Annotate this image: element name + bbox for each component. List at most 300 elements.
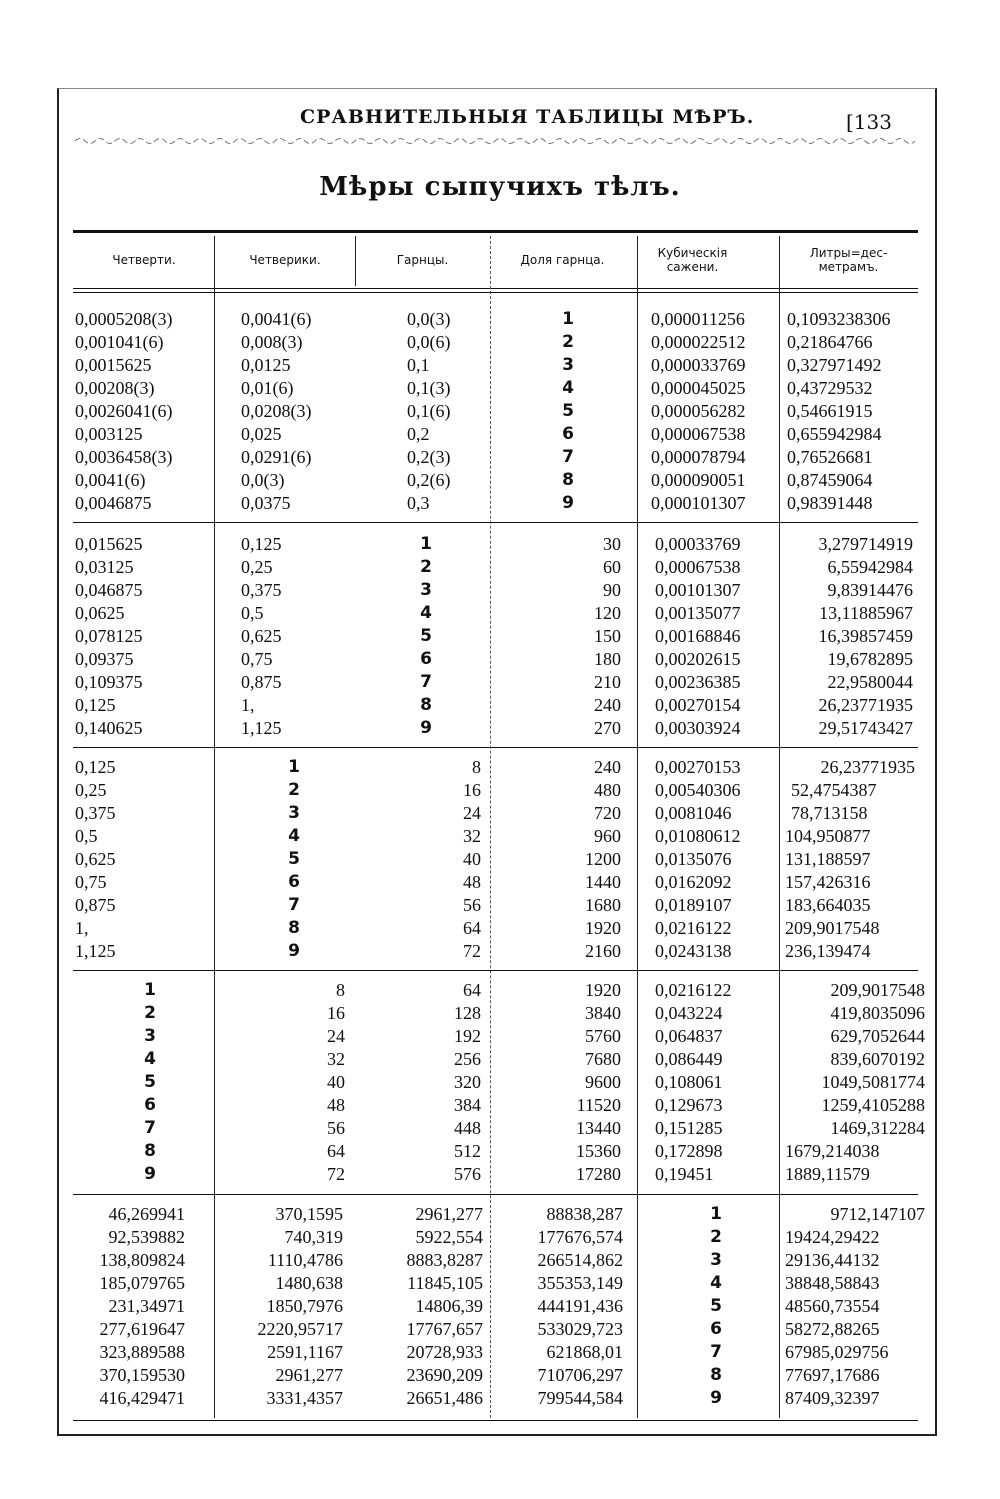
table-cell: 0,00202615 — [655, 649, 741, 669]
table-cell: 277,619647 — [99, 1319, 185, 1339]
table-cell: 0,875 — [241, 672, 282, 692]
table-cell: 1200 — [585, 849, 621, 869]
table-cell: 0,125 — [241, 534, 282, 554]
table-cell: 20728,933 — [406, 1342, 483, 1362]
table-cell: 0,108061 — [655, 1072, 723, 1092]
table-cell: 0,000067538 — [651, 424, 746, 444]
table-cell: 88838,287 — [546, 1204, 623, 1224]
table-cell: 256 — [454, 1049, 481, 1069]
table-cell: 0,0046875 — [75, 493, 152, 513]
table-cell: 72 — [463, 941, 481, 961]
table-cell: 0,0243138 — [655, 941, 732, 961]
table-cell: 0,008(3) — [241, 332, 303, 352]
table-cell: 0,00067538 — [655, 557, 741, 577]
table-cell: 0,00135077 — [655, 603, 741, 623]
table-cell: 0,655942984 — [787, 424, 882, 444]
table-cell: 0,625 — [241, 626, 282, 646]
table-cell: 5922,554 — [415, 1227, 483, 1247]
table-cell: 0,43729532 — [787, 378, 873, 398]
table-cell: 0,0036458(3) — [75, 447, 173, 467]
table-cell: 0,0135076 — [655, 849, 732, 869]
table-cell: 533029,723 — [537, 1319, 623, 1339]
table-cell: 6 — [288, 872, 300, 892]
table-cell: 19424,29422 — [785, 1227, 880, 1247]
table-cell: 30 — [603, 534, 621, 554]
table-cell: 8 — [562, 470, 574, 490]
table-cell: 1680 — [585, 895, 621, 915]
table-cell: 29,51743427 — [818, 718, 913, 738]
table-cell: 128 — [454, 1003, 481, 1023]
table-cell: 56 — [327, 1118, 345, 1138]
column-header-kubicheskiya-sazheni: Кубическія сажени. — [657, 246, 728, 274]
table-cell: 7 — [144, 1118, 156, 1138]
table-cell: 22,9580044 — [827, 672, 913, 692]
table-cell: 150 — [594, 626, 621, 646]
table-cell: 0,064837 — [655, 1026, 723, 1046]
table-cell: 710706,297 — [537, 1365, 623, 1385]
table-cell: 1,125 — [75, 941, 116, 961]
table-cell: 11845,105 — [407, 1273, 483, 1293]
block3-col-chetverti — [75, 756, 213, 963]
table-cell: 4 — [288, 826, 300, 846]
table-cell: 26,23771935 — [818, 695, 913, 715]
header-bottom-rule-double — [73, 292, 918, 293]
table-cell: 8 — [336, 980, 345, 1000]
block1-col-sazheni — [651, 308, 777, 515]
table-cell: 1480,638 — [275, 1273, 343, 1293]
table-cell: 29136,44132 — [785, 1250, 880, 1270]
table-cell: 8883,8287 — [406, 1250, 483, 1270]
column-divider — [355, 236, 356, 286]
column-header-chetverti: Четверти. — [112, 253, 176, 267]
table-cell: 209,9017548 — [785, 918, 880, 938]
table-cell: 0,0162092 — [655, 872, 732, 892]
table-cell: 8 — [144, 1141, 156, 1161]
table-cell: 1679,214038 — [785, 1141, 880, 1161]
table-cell: 0,2(3) — [407, 447, 451, 467]
table-cell: 48560,73554 — [785, 1296, 880, 1316]
table-cell: 40 — [463, 849, 481, 869]
table-cell: 0,172898 — [655, 1141, 723, 1161]
table-cell: 3 — [562, 355, 574, 375]
table-cell: 0,003125 — [75, 424, 143, 444]
table-cell: 16 — [463, 780, 481, 800]
table-cell: 355353,149 — [537, 1273, 623, 1293]
table-cell: 0,75 — [75, 872, 107, 892]
block2-col-chetverti — [75, 533, 213, 740]
table-cell: 0,01(6) — [241, 378, 294, 398]
table-cell: 240 — [594, 757, 621, 777]
table-cell: 0,0026041(6) — [75, 401, 173, 421]
table-cell: 58272,88265 — [785, 1319, 880, 1339]
table-cell: 5760 — [585, 1026, 621, 1046]
table-cell: 19,6782895 — [827, 649, 913, 669]
table-cell: 1, — [241, 695, 255, 715]
block2-col-litry — [785, 533, 913, 740]
table-cell: 6 — [420, 649, 432, 669]
table-cell: 157,426316 — [785, 872, 871, 892]
table-cell: 236,139474 — [785, 941, 871, 961]
table-cell: 4 — [710, 1273, 722, 1293]
table-cell: 0,043224 — [655, 1003, 723, 1023]
table-cell: 138,809824 — [99, 1250, 185, 1270]
table-cell: 0,000078794 — [651, 447, 746, 467]
table-cell: 120 — [594, 603, 621, 623]
table-cell: 32 — [327, 1049, 345, 1069]
table-cell: 26,23771935 — [820, 757, 915, 777]
table-cell: 1,125 — [241, 718, 282, 738]
block5-col-chetveriki — [243, 1203, 343, 1410]
table-cell: 0,5 — [75, 826, 98, 846]
table-cell: 0,1093238306 — [787, 309, 891, 329]
table-cell: 64 — [327, 1141, 345, 1161]
block2-col-garntsy — [411, 533, 441, 740]
table-cell: 480 — [594, 780, 621, 800]
table-cell: 64 — [463, 918, 481, 938]
table-cell: 0,625 — [75, 849, 116, 869]
table-cell: 0,00270153 — [655, 757, 741, 777]
table-cell: 0,0291(6) — [241, 447, 312, 467]
table-cell: 104,950877 — [785, 826, 871, 846]
table-cell: 2591,1167 — [267, 1342, 343, 1362]
table-cell: 448 — [454, 1118, 481, 1138]
table-cell: 629,7052644 — [830, 1026, 925, 1046]
table-cell: 7 — [562, 447, 574, 467]
table-cell: 370,1595 — [275, 1204, 343, 1224]
table-cell: 9,83914476 — [827, 580, 913, 600]
table-cell: 5 — [288, 849, 300, 869]
table-cell: 0,09375 — [75, 649, 134, 669]
table-cell: 1049,5081774 — [821, 1072, 925, 1092]
block2-col-chetveriki — [241, 533, 361, 740]
table-cell: 0,0(6) — [407, 332, 451, 352]
table-cell: 0,21864766 — [787, 332, 873, 352]
table-cell: 90 — [603, 580, 621, 600]
table-cell: 1 — [288, 757, 300, 777]
table-cell: 9 — [420, 718, 432, 738]
running-header: СРАВНИТЕЛЬНЫЯ ТАБЛИЦЫ МѢРЪ. — [300, 106, 755, 128]
table-cell: 1920 — [585, 918, 621, 938]
table-cell: 5 — [144, 1072, 156, 1092]
block2-col-sazheni — [655, 533, 775, 740]
block5-col-chetverti — [75, 1203, 185, 1410]
table-cell: 0,375 — [75, 803, 116, 823]
table-cell: 1 — [710, 1204, 722, 1224]
table-cell: 0,03125 — [75, 557, 134, 577]
table-cell: 370,159530 — [99, 1365, 185, 1385]
table-cell: 9 — [710, 1388, 722, 1408]
table-cell: 92,539882 — [108, 1227, 185, 1247]
table-cell: 183,664035 — [785, 895, 871, 915]
table-cell: 0,000101307 — [651, 493, 746, 513]
table-cell: 0,0208(3) — [241, 401, 312, 421]
document-title: Мѣры сыпучихъ тѣлъ. — [319, 172, 681, 202]
table-cell: 0,98391448 — [787, 493, 873, 513]
table-cell: 0,0625 — [75, 603, 125, 623]
table-cell: 0,000056282 — [651, 401, 746, 421]
column-header-dolya-garntsa: Доля гарнца. — [520, 253, 605, 267]
table-cell: 0,0375 — [241, 493, 291, 513]
table-cell: 0,1(3) — [407, 378, 451, 398]
table-cell: 185,079765 — [99, 1273, 185, 1293]
table-cell: 6 — [710, 1319, 722, 1339]
table-cell: 9600 — [585, 1072, 621, 1092]
table-cell: 0,01080612 — [655, 826, 741, 846]
table-cell: 16 — [327, 1003, 345, 1023]
table-cell: 2 — [288, 780, 300, 800]
column-divider — [779, 236, 780, 1418]
table-cell: 4 — [420, 603, 432, 623]
table-cell: 0,125 — [75, 695, 116, 715]
table-cell: 1259,4105288 — [821, 1095, 925, 1115]
table-cell: 740,319 — [284, 1227, 343, 1247]
table-cell: 444191,436 — [537, 1296, 623, 1316]
block-separator — [73, 970, 918, 971]
table-cell: 17280 — [576, 1164, 621, 1184]
table-cell: 0,015625 — [75, 534, 143, 554]
table-cell: 2 — [562, 332, 574, 352]
table-cell: 40 — [327, 1072, 345, 1092]
table-cell: 0,327971492 — [787, 355, 882, 375]
block5-col-litry — [785, 1203, 925, 1410]
table-cell: 960 — [594, 826, 621, 846]
table-cell: 9 — [288, 941, 300, 961]
table-cell: 0,0216122 — [655, 980, 732, 1000]
header-bottom-rule — [73, 288, 918, 289]
table-cell: 0,129673 — [655, 1095, 723, 1115]
table-cell: 1110,4786 — [267, 1250, 343, 1270]
table-cell: 2 — [144, 1003, 156, 1023]
table-cell: 8 — [710, 1365, 722, 1385]
table-cell: 0,25 — [241, 557, 273, 577]
table-cell: 0,00270154 — [655, 695, 741, 715]
table-cell: 1889,11579 — [785, 1164, 870, 1184]
table-cell: 0,0(3) — [241, 470, 285, 490]
table-cell: 0,00101307 — [655, 580, 741, 600]
table-cell: 24 — [327, 1026, 345, 1046]
block3-col-sazheni — [655, 756, 775, 963]
block4-col-chetverti — [135, 979, 165, 1186]
table-cell: 0,000033769 — [651, 355, 746, 375]
table-top-rule — [73, 230, 918, 233]
table-cell: 6 — [562, 424, 574, 444]
table-cell: 14806,39 — [415, 1296, 483, 1316]
block3-col-litry — [785, 756, 915, 963]
table-cell: 13440 — [576, 1118, 621, 1138]
block4-col-sazheni — [655, 979, 775, 1186]
table-cell: 131,188597 — [785, 849, 871, 869]
table-cell: 32 — [463, 826, 481, 846]
table-cell: 576 — [454, 1164, 481, 1184]
table-cell: 0,54661915 — [787, 401, 873, 421]
table-cell: 180 — [594, 649, 621, 669]
table-cell: 0,0041(6) — [75, 470, 146, 490]
table-cell: 78,713158 — [791, 803, 868, 823]
table-cell: 0,00168846 — [655, 626, 741, 646]
table-cell: 9 — [562, 493, 574, 513]
table-cell: 3 — [288, 803, 300, 823]
table-cell: 0,00236385 — [655, 672, 741, 692]
table-cell: 2 — [710, 1227, 722, 1247]
column-divider — [214, 236, 215, 1418]
table-cell: 0,0005208(3) — [75, 309, 173, 329]
table-cell: 72 — [327, 1164, 345, 1184]
table-cell: 1 — [144, 980, 156, 1000]
table-cell: 2160 — [585, 941, 621, 961]
block-separator — [73, 1194, 918, 1195]
table-cell: 11520 — [576, 1095, 621, 1115]
table-cell: 6 — [144, 1095, 156, 1115]
table-cell: 0,1 — [407, 355, 430, 375]
table-cell: 0,078125 — [75, 626, 143, 646]
table-cell: 621868,01 — [546, 1342, 623, 1362]
table-cell: 52,4754387 — [791, 780, 877, 800]
table-cell: 64 — [463, 980, 481, 1000]
table-cell: 0,151285 — [655, 1118, 723, 1138]
table-cell: 1440 — [585, 872, 621, 892]
block3-col-dolya — [503, 756, 621, 963]
table-cell: 839,6070192 — [830, 1049, 925, 1069]
table-cell: 240 — [594, 695, 621, 715]
table-cell: 0,0081046 — [655, 803, 732, 823]
table-cell: 0,0(3) — [407, 309, 451, 329]
table-cell: 0,000022512 — [651, 332, 746, 352]
block4-col-litry — [785, 979, 925, 1186]
block3-col-chetveriki — [279, 756, 309, 963]
table-cell: 7680 — [585, 1049, 621, 1069]
table-cell: 720 — [594, 803, 621, 823]
table-cell: 0,0015625 — [75, 355, 152, 375]
column-header-litry: Литры=дес-метрамъ. — [809, 246, 888, 274]
table-cell: 231,34971 — [108, 1296, 185, 1316]
table-cell: 0,00540306 — [655, 780, 741, 800]
table-cell: 266514,862 — [537, 1250, 623, 1270]
table-cell: 0,000045025 — [651, 378, 746, 398]
table-cell: 0,140625 — [75, 718, 143, 738]
table-cell: 1469,312284 — [830, 1118, 925, 1138]
table-cell: 3840 — [585, 1003, 621, 1023]
table-cell: 1 — [562, 309, 574, 329]
table-cell: 416,429471 — [99, 1388, 185, 1408]
block4-col-chetveriki — [273, 979, 345, 1186]
block5-col-dolya — [503, 1203, 623, 1410]
table-cell: 0,001041(6) — [75, 332, 164, 352]
table-cell: 384 — [454, 1095, 481, 1115]
table-cell: 0,046875 — [75, 580, 143, 600]
table-cell: 9 — [144, 1164, 156, 1184]
table-cell: 2220,95717 — [257, 1319, 343, 1339]
block4-col-garntsy — [393, 979, 481, 1186]
table-cell: 192 — [454, 1026, 481, 1046]
table-cell: 0,086449 — [655, 1049, 723, 1069]
table-cell: 3,279714919 — [818, 534, 913, 554]
table-cell: 512 — [454, 1141, 481, 1161]
table-cell: 1 — [420, 534, 432, 554]
table-cell: 7 — [710, 1342, 722, 1362]
table-cell: 8 — [472, 757, 481, 777]
table-cell: 0,0189107 — [655, 895, 732, 915]
table-cell: 48 — [463, 872, 481, 892]
table-cell: 0,75 — [241, 649, 273, 669]
column-header-garntsy: Гарнцы. — [396, 253, 449, 267]
table-cell: 24 — [463, 803, 481, 823]
table-cell: 8 — [420, 695, 432, 715]
table-cell: 56 — [463, 895, 481, 915]
table-cell: 46,269941 — [108, 1204, 185, 1224]
block3-col-garntsy — [393, 756, 481, 963]
table-cell: 2961,277 — [415, 1204, 483, 1224]
table-cell: 3331,4357 — [266, 1388, 343, 1408]
table-cell: 209,9017548 — [830, 980, 925, 1000]
block-separator — [73, 522, 918, 523]
table-cell: 3 — [710, 1250, 722, 1270]
table-cell: 270 — [594, 718, 621, 738]
table-cell: 9712,147107 — [830, 1204, 925, 1224]
table-cell: 0,0125 — [241, 355, 291, 375]
table-cell: 323,889588 — [99, 1342, 185, 1362]
block2-col-dolya — [503, 533, 621, 740]
table-cell: 0,109375 — [75, 672, 143, 692]
page-number: [133 — [846, 110, 892, 134]
block5-col-sazheni — [701, 1203, 731, 1410]
table-cell: 0,87459064 — [787, 470, 873, 490]
table-cell: 87409,32397 — [785, 1388, 880, 1408]
table-cell: 23690,209 — [406, 1365, 483, 1385]
column-divider — [637, 236, 638, 1418]
block-separator — [73, 747, 918, 748]
table-cell: 799544,584 — [537, 1388, 623, 1408]
table-cell: 60 — [603, 557, 621, 577]
table-cell: 0,00303924 — [655, 718, 741, 738]
table-cell: 0,2(6) — [407, 470, 451, 490]
table-bottom-rule — [73, 1420, 918, 1421]
block1-col-litry — [787, 308, 917, 515]
table-cell: 2 — [420, 557, 432, 577]
table-cell: 0,3 — [407, 493, 430, 513]
table-cell: 26651,486 — [406, 1388, 483, 1408]
table-cell: 5 — [420, 626, 432, 646]
table-cell: 419,8035096 — [830, 1003, 925, 1023]
table-cell: 0,00208(3) — [75, 378, 155, 398]
table-cell: 8 — [288, 918, 300, 938]
table-cell: 1, — [75, 918, 89, 938]
table-cell: 0,000011256 — [651, 309, 745, 329]
table-cell: 210 — [594, 672, 621, 692]
table-cell: 38848,58843 — [785, 1273, 880, 1293]
table-cell: 0,125 — [75, 757, 116, 777]
block1-col-garntsy — [407, 308, 487, 515]
table-cell: 5 — [710, 1296, 722, 1316]
table-cell: 3 — [144, 1026, 156, 1046]
column-divider — [490, 236, 492, 1418]
table-cell: 4 — [144, 1049, 156, 1069]
block1-col-dolya — [553, 308, 583, 515]
table-cell: 0,025 — [241, 424, 282, 444]
block4-col-dolya — [503, 979, 621, 1186]
block1-col-chetveriki — [241, 308, 361, 515]
table-cell: 0,76526681 — [787, 447, 873, 467]
table-cell: 0,875 — [75, 895, 116, 915]
table-cell: 0,0041(6) — [241, 309, 312, 329]
table-cell: 2961,277 — [275, 1365, 343, 1385]
table-cell: 0,2 — [407, 424, 430, 444]
table-cell: 7 — [420, 672, 432, 692]
block1-col-chetverti — [75, 308, 213, 515]
table-cell: 15360 — [576, 1141, 621, 1161]
table-cell: 0,0216122 — [655, 918, 732, 938]
decorative-wavy-rule — [75, 134, 915, 148]
table-cell: 16,39857459 — [818, 626, 913, 646]
